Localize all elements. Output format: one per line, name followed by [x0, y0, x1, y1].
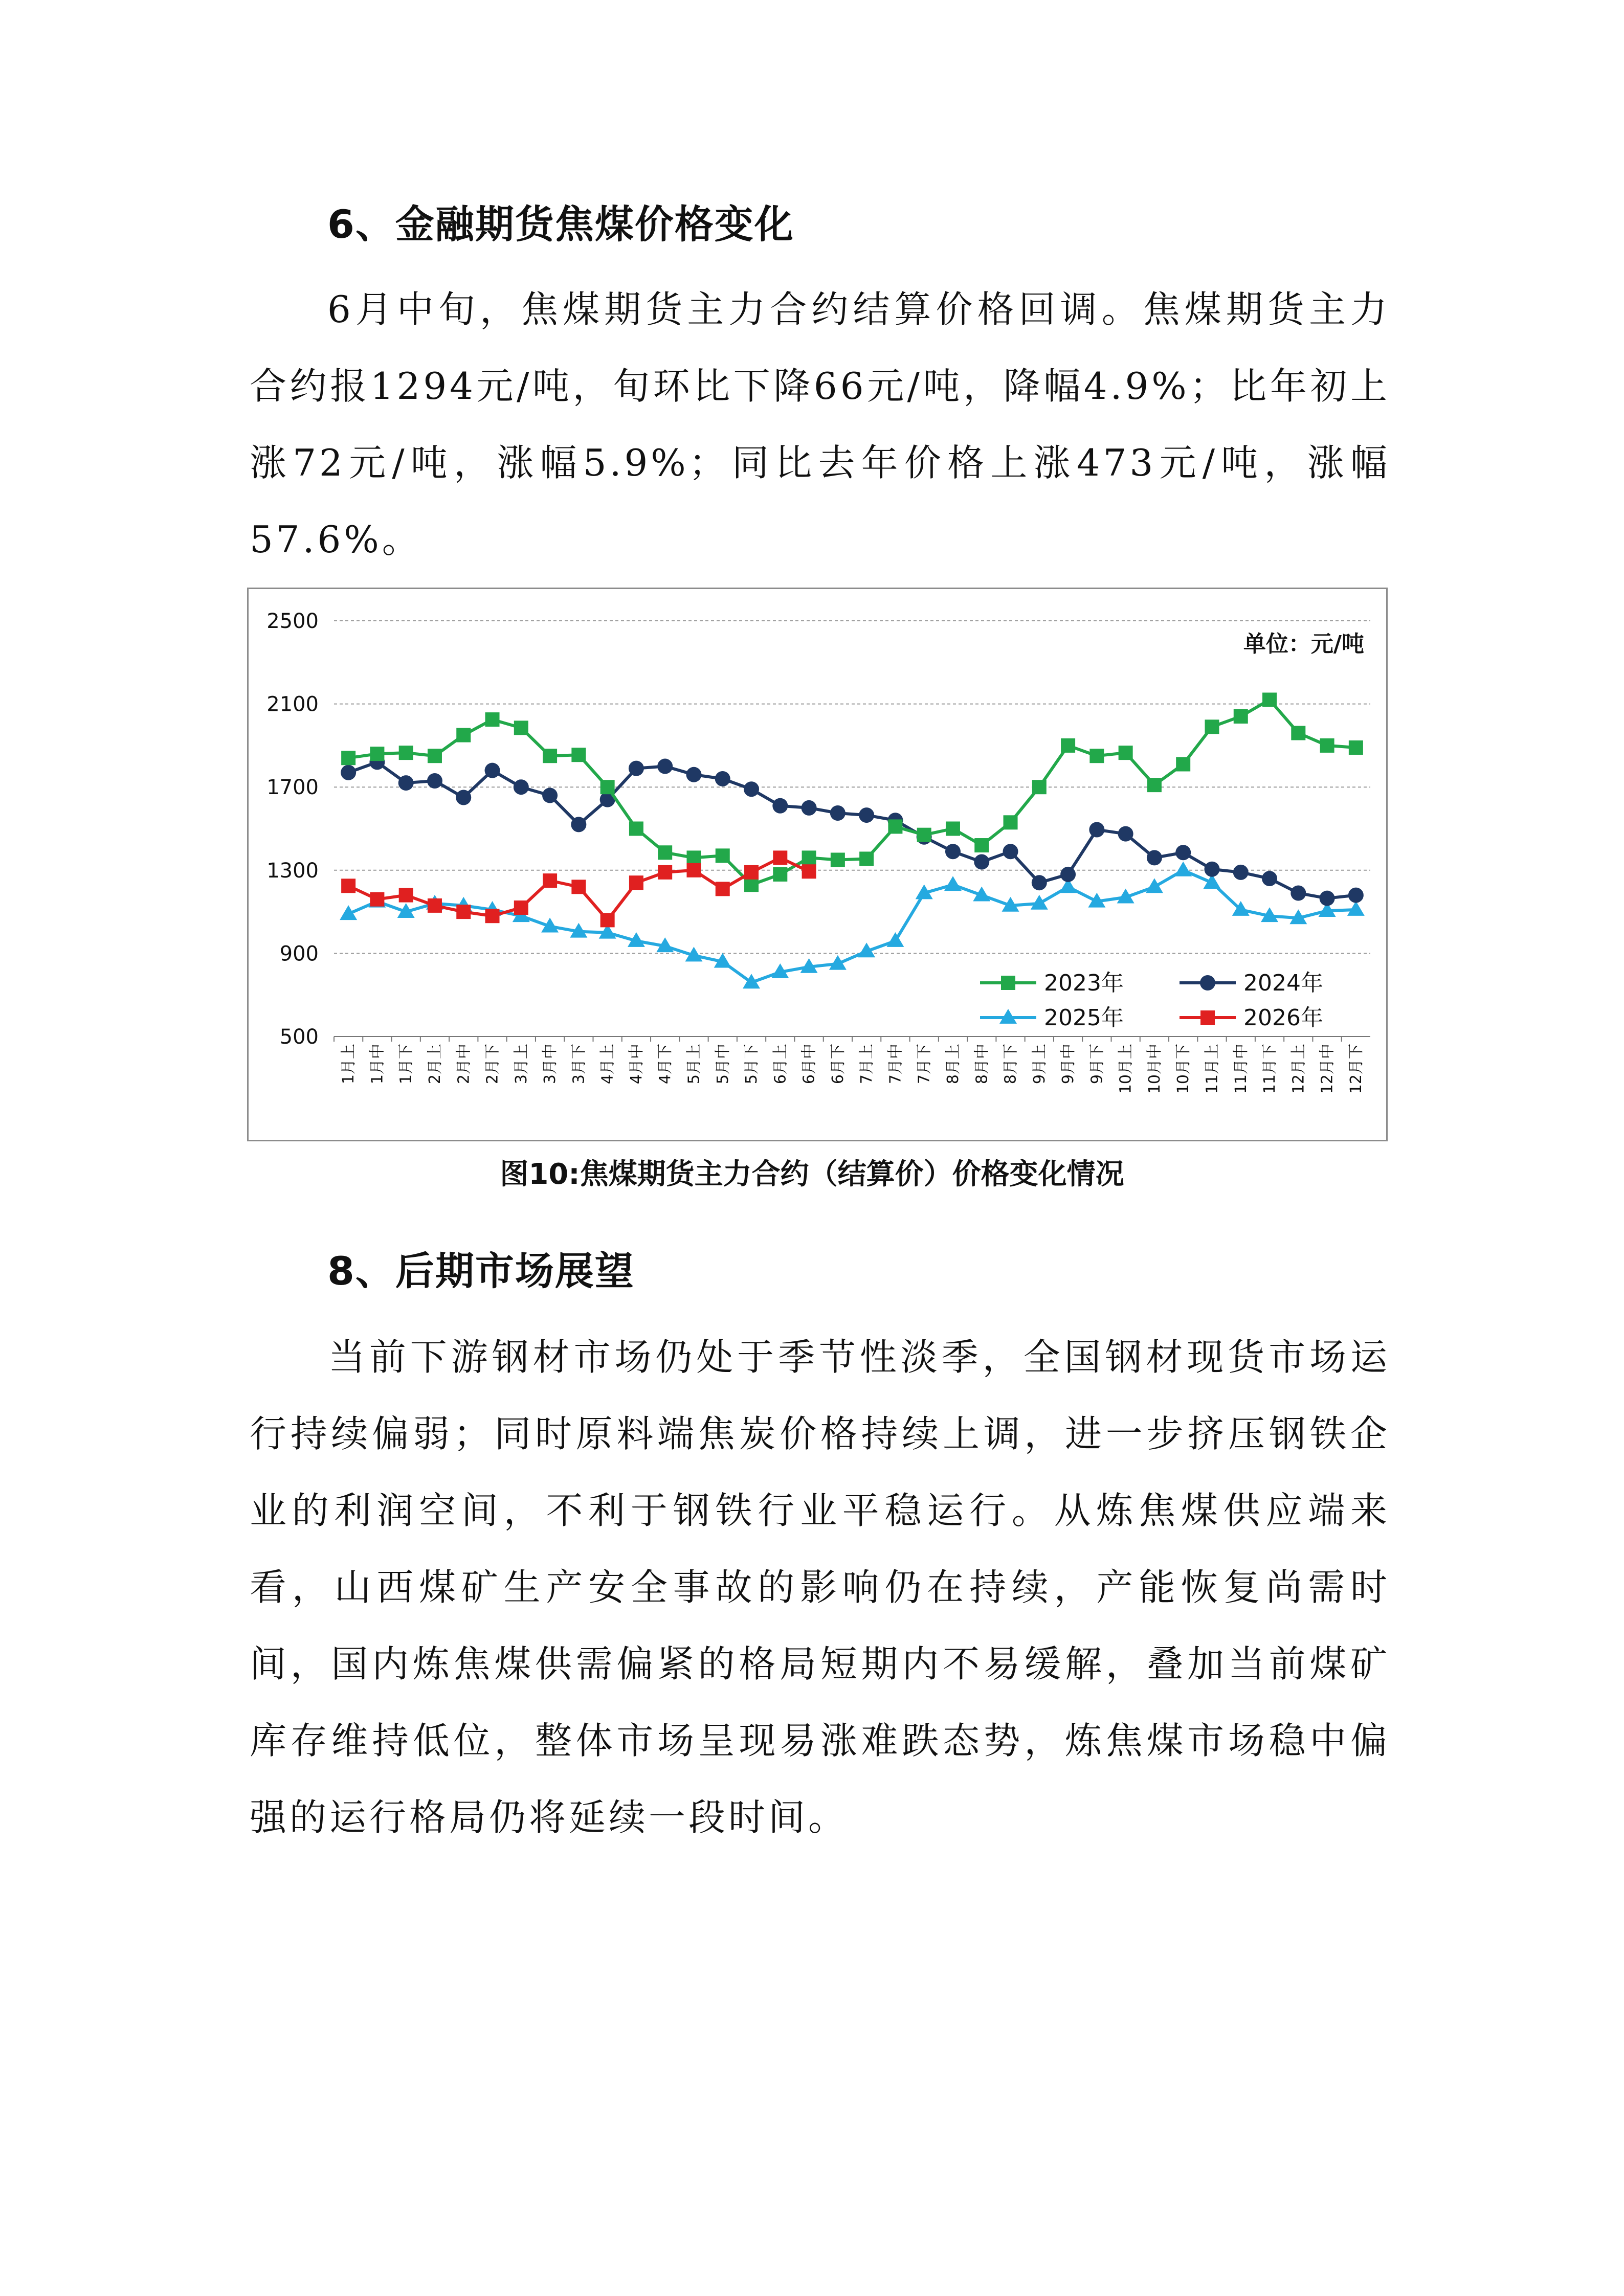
chart-frame: [247, 588, 1388, 1141]
data-point: [1233, 865, 1249, 880]
data-point: [859, 807, 874, 823]
data-point: [1032, 780, 1047, 794]
data-point: [1061, 738, 1075, 753]
data-point: [571, 748, 586, 762]
data-point: [485, 763, 500, 778]
section6-title: 6、金融期货焦煤价格变化: [327, 201, 794, 247]
x-tick-label: 4月下: [656, 1044, 675, 1085]
data-point: [1089, 822, 1104, 838]
data-point: [428, 749, 442, 763]
x-tick-label: 5月上: [685, 1044, 703, 1085]
section6-paragraph: [250, 271, 1390, 578]
data-point: [1147, 850, 1162, 865]
data-point: [802, 800, 817, 816]
x-tick-label: 7月下: [915, 1044, 933, 1085]
data-point: [1262, 692, 1277, 707]
data-point: [629, 822, 643, 836]
series-line: [348, 700, 1356, 885]
section6-text: 6月中旬，焦煤期货主力合约结算价格回调。焦煤期货主力合约报1294元/吨，旬环比下降66元/吨，降幅4.9%；比年初上涨72元/吨，涨幅5.9%；同比去年价格上涨473元/吨，涨幅57.6%。: [250, 288, 1390, 561]
data-point: [830, 805, 846, 821]
data-point: [773, 850, 787, 865]
data-point: [715, 771, 730, 786]
x-tick-label: 10月下: [1174, 1044, 1193, 1094]
data-point: [543, 749, 557, 763]
data-point: [1031, 895, 1048, 910]
data-point: [945, 844, 961, 859]
data-point: [974, 854, 989, 870]
y-tick-label: 900: [279, 942, 319, 966]
data-point: [716, 882, 730, 896]
data-point: [744, 865, 759, 880]
data-point: [658, 845, 672, 860]
data-point: [600, 780, 615, 794]
data-point: [571, 880, 586, 894]
section8-text: 当前下游钢材市场仍处于季节性淡季，全国钢材现货市场运行持续偏弱；同时原料端焦炭价格持续上调，进一步挤压钢铁企业的利润空间，不利于钢铁行业平稳运行。从炼焦煤供应端来看，山西煤矿生产安全事故的影响仍在持续，产能恢复尚需时间，国内炼焦煤供需偏紧的格局短期内不易缓解，叠加当前煤矿库存维持低位，整体市场呈现易涨难跌态势，炼焦煤市场稳中偏强的运行格局仍将延续一段时间。: [250, 1336, 1390, 1839]
data-point: [1060, 867, 1076, 882]
figure-caption: 图10:焦煤期货主力合约（结算价）价格变化情况: [500, 1158, 1124, 1191]
coking-coal-futures-chart: [249, 589, 1386, 1140]
x-tick-label: 3月下: [570, 1044, 588, 1085]
x-tick-label: 8月中: [973, 1044, 991, 1085]
data-point: [1200, 1010, 1215, 1025]
data-point: [917, 828, 931, 842]
data-point: [485, 712, 500, 727]
data-point: [542, 787, 558, 803]
x-tick-label: 5月下: [743, 1044, 761, 1085]
x-tick-label: 6月下: [829, 1044, 847, 1085]
x-tick-label: 4月上: [598, 1044, 617, 1085]
data-point: [456, 905, 471, 919]
x-tick-label: 9月上: [1030, 1044, 1049, 1085]
x-tick-label: 9月下: [1088, 1044, 1106, 1085]
x-tick-label: 9月中: [1059, 1044, 1078, 1085]
legend-item: [980, 1005, 1124, 1031]
data-point: [398, 775, 414, 791]
data-point: [888, 819, 902, 834]
x-tick-label: 3月中: [541, 1044, 560, 1085]
x-tick-label: 11月下: [1261, 1044, 1279, 1094]
data-point: [686, 767, 701, 782]
data-point: [514, 779, 529, 795]
y-tick-label: 2500: [266, 610, 319, 633]
data-point: [772, 798, 788, 814]
data-point: [1176, 757, 1190, 771]
data-point: [658, 865, 672, 880]
y-tick-label: 2100: [266, 692, 319, 716]
data-point: [1204, 862, 1219, 877]
unit-label: 单位：元/吨: [1243, 631, 1364, 657]
data-point: [1291, 886, 1306, 901]
data-point: [370, 892, 384, 907]
data-point: [1205, 719, 1219, 734]
data-point: [629, 761, 644, 776]
data-point: [974, 838, 989, 852]
x-tick-label: 7月中: [886, 1044, 905, 1085]
x-tick-label: 8月上: [944, 1044, 962, 1085]
data-point: [370, 747, 384, 761]
data-point: [1147, 778, 1162, 792]
data-point: [1119, 746, 1133, 760]
data-point: [543, 873, 557, 888]
x-tick-label: 2月上: [426, 1044, 444, 1085]
x-tick-label: 11月中: [1232, 1044, 1250, 1094]
data-point: [1089, 749, 1104, 763]
data-point: [886, 932, 904, 947]
section8-title: 8、后期市场展望: [327, 1248, 635, 1294]
data-point: [686, 863, 701, 877]
x-tick-label: 1月中: [368, 1044, 387, 1085]
x-tick-label: 10月中: [1145, 1044, 1164, 1094]
data-point: [485, 909, 500, 923]
legend-item: [1180, 970, 1323, 996]
y-tick-label: 1300: [266, 859, 319, 883]
data-point: [399, 888, 413, 903]
data-point: [773, 867, 787, 882]
x-tick-label: 3月上: [512, 1044, 530, 1085]
data-point: [456, 790, 471, 805]
data-point: [657, 759, 673, 774]
x-tick-label: 1月下: [397, 1044, 415, 1085]
data-point: [571, 817, 586, 832]
data-point: [1175, 845, 1191, 860]
x-tick-label: 7月上: [858, 1044, 876, 1085]
legend-item: [1180, 1005, 1323, 1031]
x-tick-label: 12月下: [1347, 1044, 1365, 1094]
data-point: [1262, 871, 1277, 886]
x-tick-label: 6月上: [771, 1044, 790, 1085]
data-point: [600, 913, 615, 927]
data-point: [946, 822, 960, 836]
series-line: [348, 762, 1356, 898]
data-point: [1003, 844, 1018, 859]
data-point: [686, 850, 701, 865]
legend-label: 2024年: [1243, 970, 1323, 996]
section8-paragraph: [250, 1319, 1390, 1856]
data-point: [744, 781, 759, 797]
data-point: [802, 850, 816, 865]
x-tick-label: 12月上: [1289, 1044, 1308, 1094]
data-point: [514, 721, 528, 735]
x-tick-label: 11月上: [1203, 1044, 1221, 1094]
data-point: [1200, 975, 1215, 991]
data-point: [859, 851, 874, 866]
data-point: [1320, 738, 1334, 753]
data-point: [1291, 726, 1305, 740]
x-tick-label: 12月中: [1318, 1044, 1337, 1094]
data-point: [428, 898, 442, 913]
data-point: [514, 901, 528, 915]
data-point: [944, 876, 962, 891]
x-tick-label: 2月中: [455, 1044, 473, 1085]
legend-item: [980, 970, 1124, 996]
data-point: [1349, 740, 1363, 755]
x-tick-label: 5月中: [714, 1044, 732, 1085]
data-point: [1174, 862, 1192, 876]
data-point: [427, 773, 442, 789]
data-point: [1032, 875, 1047, 890]
data-point: [1001, 976, 1015, 990]
data-point: [341, 765, 356, 780]
series-2025年: [340, 862, 1365, 988]
x-tick-label: 1月上: [340, 1044, 358, 1085]
x-tick-label: 4月中: [627, 1044, 646, 1085]
legend-label: 2026年: [1243, 1005, 1323, 1031]
data-point: [629, 875, 643, 890]
legend-label: 2025年: [1044, 1005, 1124, 1031]
data-point: [1348, 888, 1364, 903]
data-point: [1004, 815, 1018, 829]
data-point: [341, 879, 355, 893]
data-point: [341, 751, 355, 765]
data-point: [1146, 878, 1163, 893]
y-tick-label: 1700: [266, 776, 319, 800]
data-point: [1320, 891, 1335, 906]
x-tick-label: 6月中: [800, 1044, 818, 1085]
legend-label: 2023年: [1044, 970, 1124, 996]
data-point: [1118, 826, 1133, 842]
data-point: [1234, 709, 1248, 724]
x-tick-label: 10月上: [1117, 1044, 1135, 1094]
y-tick-label: 500: [279, 1025, 319, 1049]
data-point: [456, 728, 471, 742]
data-point: [716, 848, 730, 863]
data-point: [802, 864, 816, 879]
data-point: [399, 746, 413, 760]
x-tick-label: 2月下: [483, 1044, 502, 1085]
data-point: [744, 877, 759, 892]
x-tick-label: 8月下: [1002, 1044, 1020, 1085]
data-point: [831, 852, 845, 867]
